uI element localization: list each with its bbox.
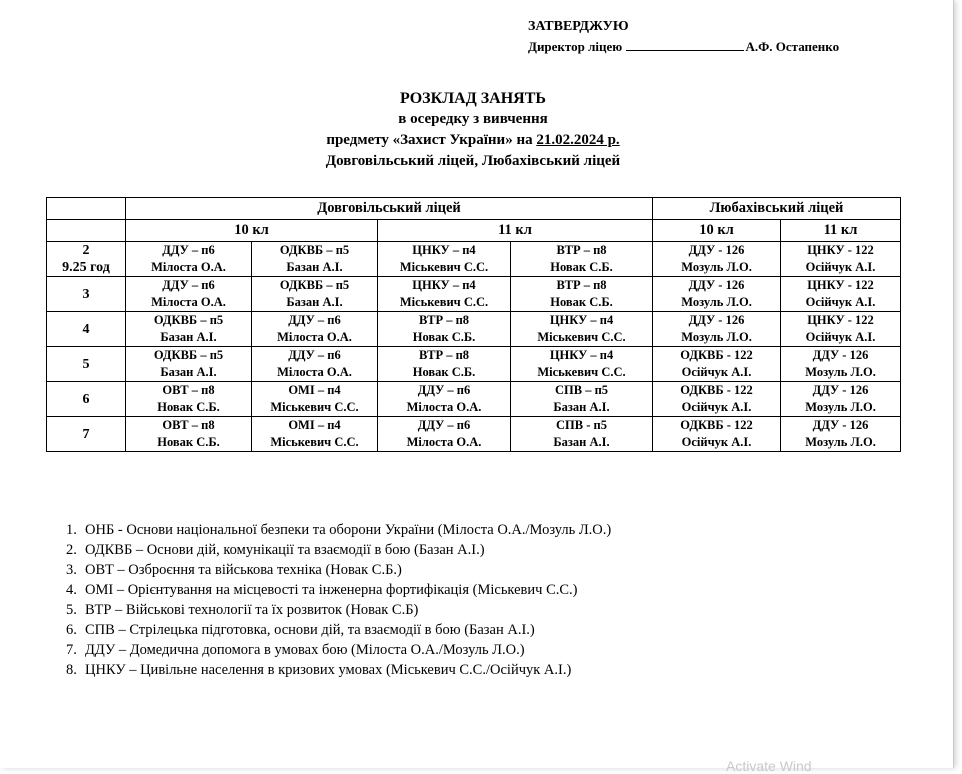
subject-room: ВТР – п8	[556, 243, 607, 257]
schedule-table	[46, 197, 901, 452]
subject-room: СПВ – п5	[554, 383, 609, 397]
lesson-number: 2	[82, 243, 90, 258]
subject-room: ВТР – п8	[418, 348, 470, 362]
schedule-cell	[511, 382, 653, 417]
legend-number: 4.	[66, 582, 77, 598]
legend-number: 7.	[66, 642, 77, 658]
subject-room: ЦНКУ – п4	[412, 278, 476, 292]
teacher-name: Базан А.І.	[160, 365, 217, 379]
subject-room: ЦНКУ - 122	[807, 313, 874, 327]
teacher-name: Осійчук А.І.	[681, 435, 752, 449]
lesson-number: 7	[82, 426, 90, 442]
schedule-cell	[126, 242, 252, 277]
teacher-name: Новак С.Б.	[550, 260, 613, 274]
legend-item	[66, 520, 611, 540]
table-row	[47, 417, 901, 452]
schedule-cell	[511, 417, 653, 452]
teacher-name: Базан А.І.	[553, 400, 610, 414]
lesson-number: 4	[82, 321, 90, 337]
legend-item	[66, 560, 611, 580]
subject-room: ОМІ – п4	[288, 383, 341, 397]
teacher-name: Міськевич С.С.	[399, 295, 489, 309]
school-header: Любахівський ліцей	[653, 198, 901, 220]
schedule-cell	[378, 242, 511, 277]
subject-room: ДДУ - 126	[812, 383, 869, 397]
teacher-name: Новак С.Б.	[412, 330, 476, 344]
subject-room: ОДКВБ - 122	[680, 383, 753, 397]
schedule-cell	[378, 312, 511, 347]
legend-item	[66, 600, 611, 620]
teacher-name: Міськевич С.С.	[537, 330, 626, 344]
schedule-cell	[252, 242, 378, 277]
teacher-name: Новак С.Б.	[412, 365, 476, 379]
subject-room: ЦНКУ - 122	[807, 278, 874, 292]
schedule-cell	[781, 347, 901, 382]
lesson-number-cell	[47, 382, 126, 417]
table-row	[47, 312, 901, 347]
teacher-name: Мозуль Л.О.	[805, 365, 876, 379]
subject-room: ОВТ – п8	[162, 383, 215, 397]
teacher-name: Новак С.Б.	[157, 435, 220, 449]
schedule-cell	[252, 347, 378, 382]
schedule-cell	[781, 382, 901, 417]
teacher-name: Міськевич С.С.	[270, 435, 359, 449]
subject-room: ДДУ - 126	[688, 278, 745, 292]
schedule-cell	[126, 312, 252, 347]
teacher-name: Новак С.Б.	[550, 295, 613, 309]
schedule-cell	[378, 347, 511, 382]
table-row	[47, 382, 901, 417]
subject-room: ВТР – п8	[556, 278, 607, 292]
teacher-name: Мозуль Л.О.	[681, 260, 752, 274]
teacher-name: Осійчук А.І.	[681, 400, 752, 414]
schedule-cell	[653, 242, 781, 277]
legend-text: СПВ – Стрілецька підготовка, основи дій, та взаємодії в бою (Базан А.І.)	[85, 622, 535, 638]
approval-name: А.Ф. Остапенко	[745, 39, 840, 54]
table-row	[47, 277, 901, 312]
teacher-name: Міськевич С.С.	[399, 260, 489, 274]
legend-text: ОМІ – Орієнтування на місцевості та інженерна фортифікація (Міськевич С.С.)	[85, 582, 578, 598]
document-title	[0, 88, 946, 172]
subject-room: ОДКВБ – п5	[153, 313, 224, 327]
subject-room: ДДУ - 126	[688, 313, 745, 327]
teacher-name: Базан А.І.	[553, 435, 610, 449]
schedule-cell	[653, 417, 781, 452]
lesson-number: 3	[82, 286, 90, 302]
schedule-cell	[126, 382, 252, 417]
corner-cell	[47, 198, 126, 220]
grade-header-row	[47, 220, 901, 242]
subject-room: ЦНКУ – п4	[549, 313, 614, 327]
teacher-name: Мозуль Л.О.	[805, 435, 876, 449]
teacher-name: Мозуль Л.О.	[681, 330, 752, 344]
corner-cell	[47, 220, 126, 242]
title-line-1: РОЗКЛАД ЗАНЯТЬ	[400, 90, 546, 107]
approval-position: Директор ліцею	[528, 39, 623, 54]
subject-room: ОМІ – п4	[288, 418, 341, 432]
legend-item	[66, 580, 611, 600]
lesson-number-cell	[47, 417, 126, 452]
schedule-cell	[252, 382, 378, 417]
schedule-cell	[378, 382, 511, 417]
teacher-name: Осійчук А.І.	[805, 260, 876, 274]
lesson-time: 9.25 год	[62, 260, 110, 275]
school-header: Довговільський ліцей	[126, 198, 653, 220]
subject-room: ВТР – п8	[418, 313, 470, 327]
teacher-name: Міськевич С.С.	[537, 365, 626, 379]
subject-legend	[66, 520, 611, 680]
table-row	[47, 242, 901, 277]
schedule-cell	[378, 417, 511, 452]
teacher-name: Мозуль Л.О.	[681, 295, 752, 309]
legend-text: ДДУ – Домедична допомога в умовах бою (Мілоста О.А./Мозуль Л.О.)	[85, 642, 525, 658]
legend-text: ОНБ - Основи національної безпеки та оборони України (Мілоста О.А./Мозуль Л.О.)	[85, 522, 612, 538]
legend-number: 2.	[66, 542, 77, 558]
teacher-name: Мілоста О.А.	[406, 400, 482, 414]
subject-room: ЦНКУ - 122	[807, 243, 874, 257]
schedule-cell	[378, 277, 511, 312]
teacher-name: Базан А.І.	[286, 260, 343, 274]
school-header-row	[47, 198, 901, 220]
schedule-cell	[653, 382, 781, 417]
lesson-number-cell	[47, 242, 126, 277]
lesson-number: 5	[82, 356, 90, 372]
teacher-name: Осійчук А.І.	[805, 295, 876, 309]
teacher-name: Базан А.І.	[286, 295, 343, 309]
title-line-3-prefix: предмету «Захист України» на	[326, 132, 537, 148]
legend-number: 6.	[66, 622, 77, 638]
legend-number: 3.	[66, 562, 77, 578]
legend-item	[66, 660, 611, 680]
subject-room: ОДКВБ – п5	[279, 243, 350, 257]
schedule-cell	[653, 347, 781, 382]
subject-room: ЦНКУ – п4	[412, 243, 476, 257]
subject-room: ДДУ - 126	[812, 348, 869, 362]
lesson-number-cell	[47, 347, 126, 382]
subject-room: ДДУ - 126	[812, 418, 869, 432]
title-date: 21.02.2024 р.	[536, 132, 620, 148]
subject-room: ОДКВБ – п5	[153, 348, 224, 362]
schedule-cell	[126, 417, 252, 452]
subject-room: ДДУ – п6	[162, 278, 215, 292]
subject-room: СПВ - п5	[556, 418, 607, 432]
legend-number: 1.	[66, 522, 77, 538]
grade-header: 10 кл	[126, 220, 378, 242]
schedule-cell	[252, 312, 378, 347]
schedule-cell	[126, 347, 252, 382]
teacher-name: Осійчук А.І.	[681, 365, 752, 379]
schedule-cell	[511, 312, 653, 347]
subject-room: ДДУ – п6	[288, 313, 341, 327]
teacher-name: Мілоста О.А.	[151, 260, 226, 274]
schedule-cell	[653, 312, 781, 347]
grade-header: 11 кл	[378, 220, 653, 242]
legend-item	[66, 540, 611, 560]
teacher-name: Мілоста О.А.	[277, 365, 352, 379]
teacher-name: Мозуль Л.О.	[805, 400, 876, 414]
schedule-cell	[781, 277, 901, 312]
legend-text: ЦНКУ – Цивільне населення в кризових умовах (Міськевич С.С./Осійчук А.І.)	[85, 662, 572, 678]
subject-room: ОВТ – п8	[162, 418, 215, 432]
schedule-cell	[126, 277, 252, 312]
approval-block	[528, 17, 839, 57]
schedule-cell	[252, 417, 378, 452]
subject-room: ДДУ – п6	[162, 243, 215, 257]
schedule-cell	[511, 277, 653, 312]
approval-heading: ЗАТВЕРДЖУЮ	[528, 19, 629, 34]
grade-header: 10 кл	[653, 220, 781, 242]
legend-text: ВТР – Військові технології та їх розвиток (Новак С.Б)	[85, 602, 419, 618]
schedule-cell	[781, 242, 901, 277]
teacher-name: Мілоста О.А.	[151, 295, 226, 309]
approval-signature-line	[528, 37, 839, 57]
title-line-4: Довговільський ліцей, Любахівський ліцей	[325, 153, 621, 169]
schedule-cell	[653, 277, 781, 312]
subject-room: ДДУ - 126	[688, 243, 745, 257]
legend-number: 5.	[66, 602, 77, 618]
grade-header: 11 кл	[781, 220, 901, 242]
title-line-2: в осередку з вивчення	[398, 111, 548, 127]
teacher-name: Мілоста О.А.	[406, 435, 482, 449]
subject-room: ОДКВБ - 122	[680, 348, 753, 362]
lesson-number-cell	[47, 277, 126, 312]
legend-text: ОВТ – Озброєння та військова техніка (Новак С.Б.)	[85, 562, 402, 578]
teacher-name: Осійчук А.І.	[805, 330, 876, 344]
lesson-number: 6	[82, 391, 90, 407]
subject-room: ДДУ – п6	[288, 348, 341, 362]
schedule-cell	[781, 312, 901, 347]
schedule-cell	[511, 347, 653, 382]
table-row	[47, 347, 901, 382]
teacher-name: Мілоста О.А.	[277, 330, 352, 344]
schedule-cell	[252, 277, 378, 312]
subject-room: ОДКВБ - 122	[680, 418, 753, 432]
title-line-3	[0, 130, 946, 151]
lesson-number-cell	[47, 312, 126, 347]
signature-underline	[626, 38, 744, 51]
subject-room: ДДУ – п6	[417, 418, 471, 432]
legend-item	[66, 640, 611, 660]
activation-watermark: Activate Wind	[726, 758, 812, 774]
schedule-cell	[781, 417, 901, 452]
schedule-cell	[511, 242, 653, 277]
legend-text: ОДКВБ – Основи дій, комунікації та взаємодії в бою (Базан А.І.)	[85, 542, 485, 558]
teacher-name: Новак С.Б.	[157, 400, 220, 414]
subject-room: ОДКВБ – п5	[279, 278, 350, 292]
legend-number: 8.	[66, 662, 77, 678]
teacher-name: Базан А.І.	[160, 330, 217, 344]
subject-room: ЦНКУ – п4	[549, 348, 614, 362]
legend-item	[66, 620, 611, 640]
subject-room: ДДУ – п6	[417, 383, 471, 397]
teacher-name: Міськевич С.С.	[270, 400, 359, 414]
